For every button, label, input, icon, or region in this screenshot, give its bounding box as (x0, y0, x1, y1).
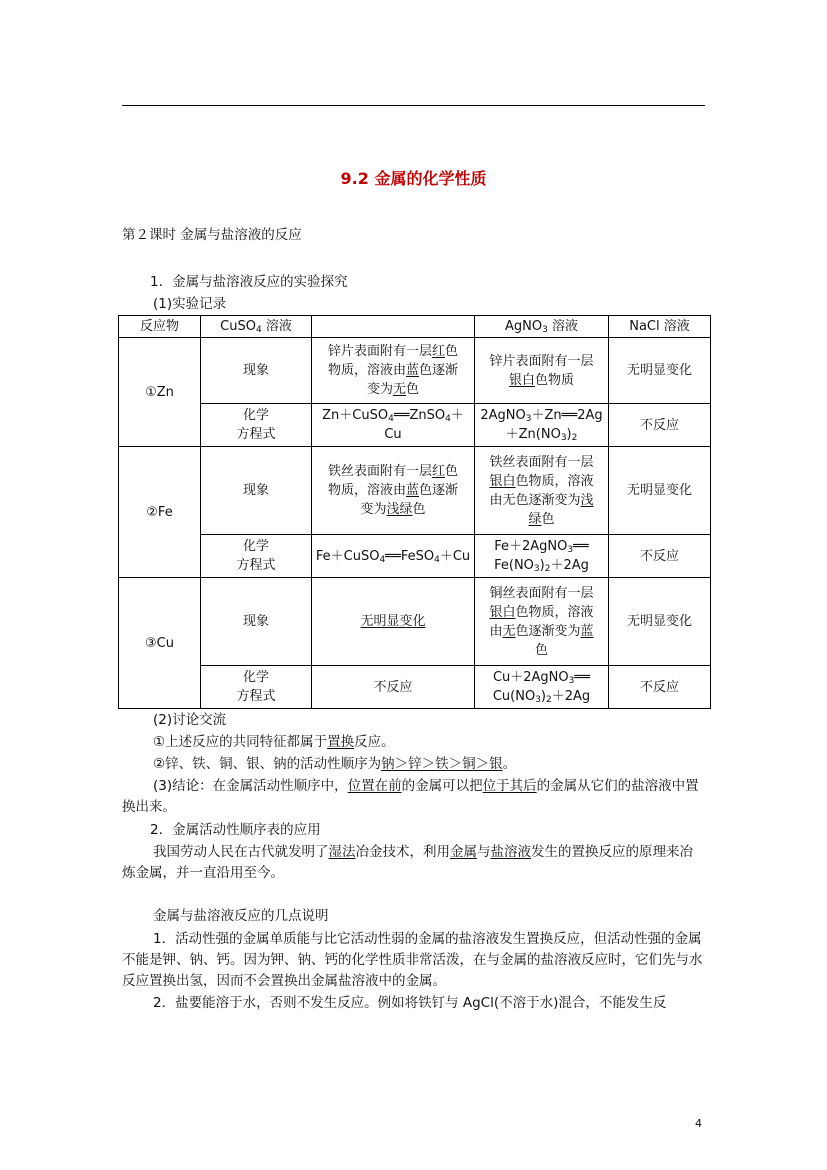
fe-nacl-equation: 不反应 (609, 535, 711, 578)
zn-agno3-phenomenon: 锌片表面附有一层 银白色物质 (475, 338, 609, 404)
label-equation: 化学 方程式 (201, 666, 312, 709)
zn-cuso4-phenomenon: 锌片表面附有一层红色 物质，溶液由蓝色逐渐 变为无色 (312, 338, 475, 404)
header-cuso4: CuSO$_4$ 溶液 (201, 316, 312, 338)
zn-cuso4-equation: Zn＋CuSO$_4$══ZnSO$_4$＋Cu (312, 404, 475, 447)
reactant-cu: ③Cu (119, 578, 201, 709)
experiment-table (118, 315, 711, 709)
label-phenomenon: 现象 (201, 447, 312, 535)
conclusion-paragraph: (3)结论：在金属活动性顺序中，位置在前的金属可以把位于其后的金属从它们的盐溶液中置换出来。 (122, 778, 699, 815)
reactant-zn: ①Zn (119, 338, 201, 447)
notes-heading: 金属与盐溶液反应的几点说明 (153, 908, 329, 924)
label-phenomenon: 现象 (201, 338, 312, 404)
zn-agno3-equation: 2AgNO$_3$＋Zn══2Ag $+Zn(NO_3)_2$ (475, 404, 609, 447)
discussion-point-1: ①上述反应的共同特征都属于置换反应。 (153, 734, 395, 750)
application-paragraph: 我国劳动人民在古代就发明了湿法冶金技术，利用金属与盐溶液发生的置换反应的原理来冶炼金属，并一直沿用至今。 (122, 844, 693, 881)
label-equation: 化学 方程式 (201, 535, 312, 578)
fe-agno3-equation: Fe＋2AgNO$_3$══ $Fe(NO_3)_2+2Ag$ (475, 535, 609, 578)
fe-cuso4-phenomenon: 铁丝表面附有一层红色 物质，溶液由蓝色逐渐 变为浅绿色 (312, 447, 475, 535)
lesson-heading: 第２课时 金属与盐溶液的反应 (122, 227, 302, 243)
table-row (119, 578, 711, 666)
cu-agno3-equation: Cu＋2AgNO$_3$══ $Cu(NO_3)_2+2Ag$ (475, 666, 609, 709)
table-header-row (119, 316, 711, 338)
reactant-fe: ②Fe (119, 447, 201, 578)
section-1-heading: 1．金属与盐溶液反应的实验探究 (150, 274, 348, 290)
header-reactant: 反应物 (119, 316, 201, 338)
table-row (119, 404, 711, 447)
zn-nacl-phenomenon: 无明显变化 (609, 338, 711, 404)
cu-nacl-phenomenon: 无明显变化 (609, 578, 711, 666)
header-rule (122, 105, 705, 106)
cu-nacl-equation: 不反应 (609, 666, 711, 709)
table-row (119, 338, 711, 404)
fe-cuso4-equation: Fe＋CuSO$_4$══FeSO$_4$＋Cu (312, 535, 475, 578)
page-title: 9.2 金属的化学性质 (340, 169, 487, 188)
discussion-heading: (2)讨论交流 (153, 712, 227, 728)
zn-nacl-equation: 不反应 (609, 404, 711, 447)
header-empty (312, 316, 475, 338)
cu-agno3-phenomenon: 铜丝表面附有一层 银白色物质，溶液 由无色逐渐变为蓝 色 (475, 578, 609, 666)
fe-nacl-phenomenon: 无明显变化 (609, 447, 711, 535)
section-2-heading: 2．金属活动性顺序表的应用 (150, 822, 321, 838)
fe-agno3-phenomenon: 铁丝表面附有一层 银白色物质，溶液 由无色逐渐变为浅 绿色 (475, 447, 609, 535)
cu-cuso4-phenomenon: 无明显变化 (312, 578, 475, 666)
subsection-experiment-record: (1)实验记录 (153, 296, 227, 312)
cu-cuso4-equation: 不反应 (312, 666, 475, 709)
table-row (119, 447, 711, 535)
label-equation: 化学 方程式 (201, 404, 312, 447)
table-row (119, 535, 711, 578)
table-row (119, 666, 711, 709)
label-phenomenon: 现象 (201, 578, 312, 666)
discussion-point-2: ②锌、铁、铜、银、钠的活动性顺序为钠＞锌＞铁＞铜＞银。 (153, 756, 517, 772)
note-1: 1．活动性强的金属单质能与比它活动性弱的金属的盐溶液发生置换反应，但活动性强的金属不能是钾、钠、钙。因为钾、钠、钙的化学性质非常活泼，在与金属的盐溶液反应时，它们先与水反应置换出氢，因而不会置换出金属盐溶液中的金属。 (122, 931, 703, 989)
header-nacl: NaCl 溶液 (609, 316, 711, 338)
note-2: 2．盐要能溶于水，否则不发生反应。例如将铁钉与 AgCl(不溶于水)混合，不能发生反 (153, 995, 667, 1011)
header-agno3: AgNO$_3$ 溶液 (475, 316, 609, 338)
page-number: 4 (695, 1117, 702, 1130)
